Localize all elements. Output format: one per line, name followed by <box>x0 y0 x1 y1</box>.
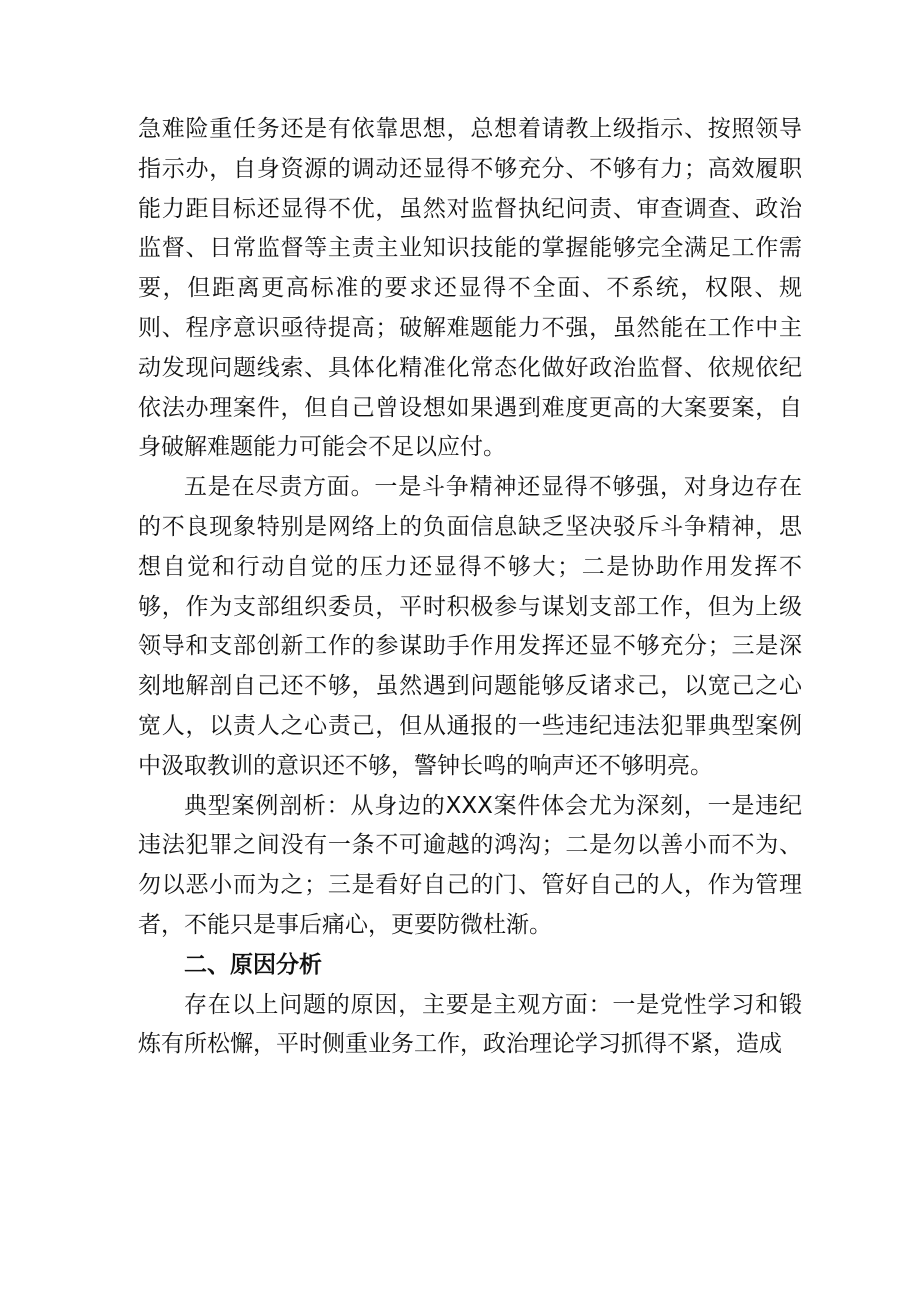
document-body <box>138 110 802 1065</box>
paragraph-case-analysis: 典型案例剖析：从身边的XXX案件体会尤为深刻，一是违纪违法犯罪之间没有一条不可逾越的鸿沟；二是勿以善小而不为、勿以恶小而为之；三是看好自己的门、管好自己的人，作为管理者，不能只是事后痛心，更要防微杜渐。 <box>138 792 802 938</box>
paragraph-causes: 存在以上问题的原因，主要是主观方面：一是党性学习和锻炼有所松懈，平时侧重业务工作，政治理论学习抓得不紧，造成 <box>138 991 802 1058</box>
paragraph-responsibility: 五是在尽责方面。一是斗争精神还显得不够强，对身边存在的不良现象特别是网络上的负面信息缺乏坚决驳斥斗争精神，思想自觉和行动自觉的压力还显得不够大；二是协助作用发挥不够，作为支部组织委员，平时积极参与谋划支部工作，但为上级领导和支部创新工作的参谋助手作用发挥还显不够充分；三是深刻地解剖自己还不够，虽然遇到问题能够反诸求己，以宽己之心宽人，以责人之心责己，但从通报的一些违纪违法犯罪典型案例中汲取教训的意识还不够，警钟长鸣的响声还不够明亮。 <box>138 474 802 779</box>
section-heading-cause-analysis: 二、原因分析 <box>184 951 322 978</box>
paragraph-continued: 急难险重任务还是有依靠思想，总想着请教上级指示、按照领导指示办，自身资源的调动还显得不够充分、不够有力；高效履职能力距目标还显得不优，虽然对监督执纪问责、审查调查、政治监督、日常监督等主责主业知识技能的掌握能够完全满足工作需要，但距离更高标准的要求还显得不全面、不系统，权限、规则、程序意识亟待提高；破解难题能力不强，虽然能在工作中主动发现问题线索、具体化精准化常态化做好政治监督、依规依纪依法办理案件，但自己曾设想如果遇到难度更高的大案要案，自身破解难题能力可能会不足以应付。 <box>138 116 802 461</box>
